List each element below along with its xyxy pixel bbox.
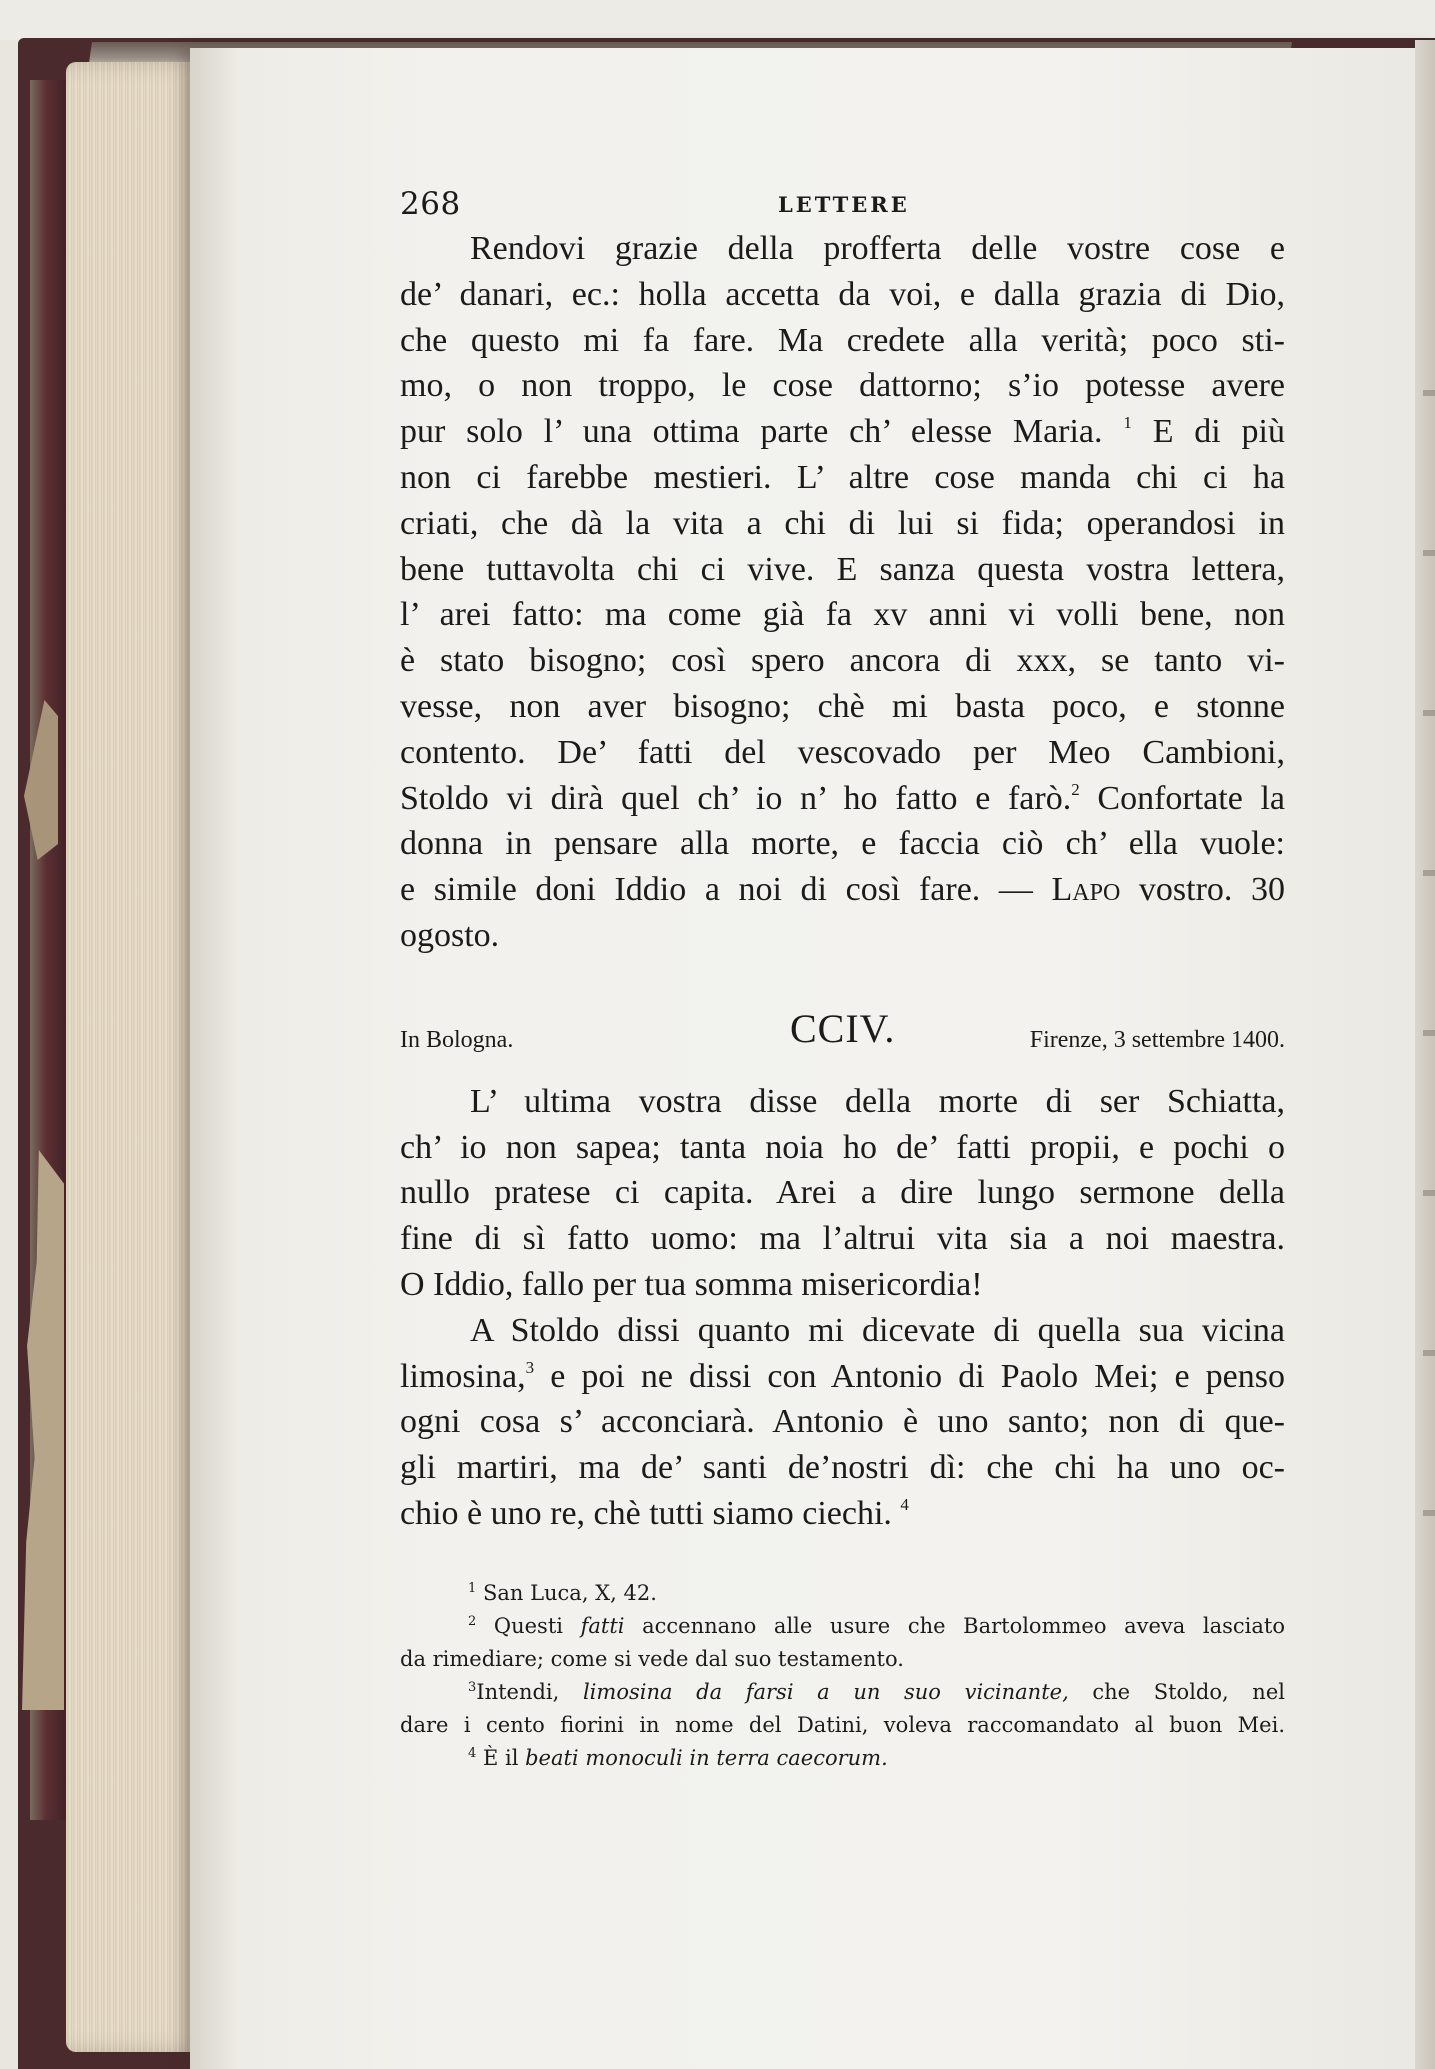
footnote-text: È il <box>482 1745 519 1770</box>
running-title: LETTERE <box>778 192 910 217</box>
text-line: L’ ultima vostra disse della morte di ser Schiatta, <box>470 1082 1285 1120</box>
text-line: gli martiri, ma de’ santi de’nostri dì: che chi ha uno oc- <box>400 1449 1285 1487</box>
text-line: donna in pensare alla morte, e faccia ciò ch’ ella vuole: <box>400 825 1285 863</box>
text-line: che questo mi fa fare. Ma credete alla verità; poco sti- <box>400 321 1285 359</box>
footnotes <box>400 1577 1285 1775</box>
footnote-2 <box>400 1610 1285 1676</box>
footnote-4 <box>400 1742 1285 1775</box>
letter-destination: In Bologna. <box>400 1026 514 1053</box>
footnote-italic: beati monoculi in terra caecorum. <box>525 1745 888 1770</box>
footnote-line: da rimediare; come si vede dal suo testamento. <box>400 1646 904 1671</box>
footnote-line: dare i cento fiorini in nome del Datini, voleva raccomandato al buon Mei. <box>400 1712 1285 1737</box>
footnote-ref: 4 <box>900 1494 909 1514</box>
text-line: è stato bisogno; così spero ancora di xxx, se tanto vi- <box>400 642 1285 680</box>
footnote-italic: fatti <box>580 1613 625 1638</box>
footnote-mark: 4 <box>468 1745 477 1761</box>
footnote-line <box>400 1676 1285 1709</box>
page-edges <box>66 62 206 2052</box>
footnote-line <box>400 1742 1285 1775</box>
first-letter-text <box>400 226 1285 959</box>
text-line: bene tuttavolta chi ci vive. E sanza questa vostra lettera, <box>400 550 1285 588</box>
text-line: contento. De’ fatti del vescovado per Meo Cambioni, <box>400 733 1285 771</box>
footnote-line <box>400 1610 1285 1643</box>
text-fragment: pur solo l’ una ottima parte ch’ elesse Maria. <box>400 413 1103 451</box>
footnote-line <box>400 1577 1285 1610</box>
letter-number: CCIV. <box>790 1005 896 1051</box>
text-line: ch’ io non sapea; tanta noia ho de’ fatti propii, e pochi o <box>400 1128 1285 1166</box>
second-letter-text <box>400 1079 1285 1537</box>
footnote-text: Intendi, <box>476 1679 560 1704</box>
footnote-text: Questi <box>493 1613 563 1638</box>
text-fragment: e poi ne dissi con Antonio di Paolo Mei; e penso <box>550 1357 1285 1395</box>
footnote-text: San Luca, X, 42. <box>482 1580 657 1605</box>
page-number: 268 <box>400 186 461 222</box>
text-fragment: Stoldo vi dirà quel ch’ io n’ ho fatto e farò. <box>400 779 1072 817</box>
signature: Lapo <box>1051 871 1121 909</box>
text-fragment: limosina, <box>400 1357 526 1395</box>
footnote-ref: 2 <box>1071 779 1080 799</box>
text-line <box>400 776 1285 822</box>
text-line: criati, che dà la vita a chi di lui si fida; operandosi in <box>400 504 1285 542</box>
footnote-text: che Stoldo, nel <box>1092 1679 1285 1704</box>
text-line: nullo pratese ci capita. Arei a dire lungo sermone della <box>400 1174 1285 1212</box>
text-fragment: E di più <box>1152 413 1285 451</box>
page-content <box>400 180 1285 1775</box>
text-line <box>400 867 1285 913</box>
text-line: fine di sì fatto uomo: ma l’altrui vita sia a noi maestra. <box>400 1220 1285 1258</box>
text-line: non ci farebbe mestieri. L’ altre cose manda chi ci ha <box>400 458 1285 496</box>
text-line: vesse, non aver bisogno; chè mi basta poco, e stonne <box>400 687 1285 725</box>
footnote-mark: 1 <box>468 1580 477 1596</box>
text-line: Rendovi grazie della profferta delle vostre cose e <box>470 230 1285 267</box>
letter-header <box>400 1005 1285 1065</box>
text-fragment: chio è uno re, chè tutti siamo ciechi. <box>400 1494 892 1532</box>
footnote-mark: 3 <box>468 1679 477 1695</box>
facing-page-marks <box>1423 300 1435 1600</box>
text-line <box>400 409 1285 455</box>
text-fragment: Confortate la <box>1097 779 1285 817</box>
background-strip <box>0 0 1435 40</box>
footnote-text: accennano alle usure che Bartolommeo aveva lasciato <box>642 1613 1285 1638</box>
text-fragment: vostro. 30 <box>1138 871 1285 909</box>
text-line: ogosto. <box>400 916 500 954</box>
footnote-3 <box>400 1676 1285 1742</box>
text-fragment: e simile doni Iddio a noi di così fare. — <box>400 871 1033 909</box>
text-line: mo, o non troppo, le cose dattorno; s’io potesse avere <box>400 367 1285 405</box>
footnote-1 <box>400 1577 1285 1610</box>
running-head <box>400 180 1285 226</box>
text-line: de’ danari, ec.: holla accetta da voi, e dalla grazia di Dio, <box>400 275 1285 313</box>
text-line <box>400 1354 1285 1400</box>
letter-place-date: Firenze, 3 settembre 1400. <box>1029 1026 1285 1053</box>
footnote-mark: 2 <box>468 1613 477 1629</box>
footnote-ref: 1 <box>1123 413 1132 433</box>
text-line <box>400 1491 1285 1537</box>
text-line: A Stoldo dissi quanto mi dicevate di quella sua vicina <box>470 1311 1285 1349</box>
footnote-ref: 3 <box>525 1357 535 1377</box>
text-line: O Iddio, fallo per tua somma misericordia! <box>400 1265 983 1303</box>
footnote-italic: limosina da farsi a un suo vicinante, <box>582 1679 1069 1704</box>
text-line: ogni cosa s’ acconciarà. Antonio è uno santo; non di que- <box>400 1403 1285 1441</box>
text-line: l’ arei fatto: ma come già fa xv anni vi volli bene, non <box>400 596 1285 634</box>
